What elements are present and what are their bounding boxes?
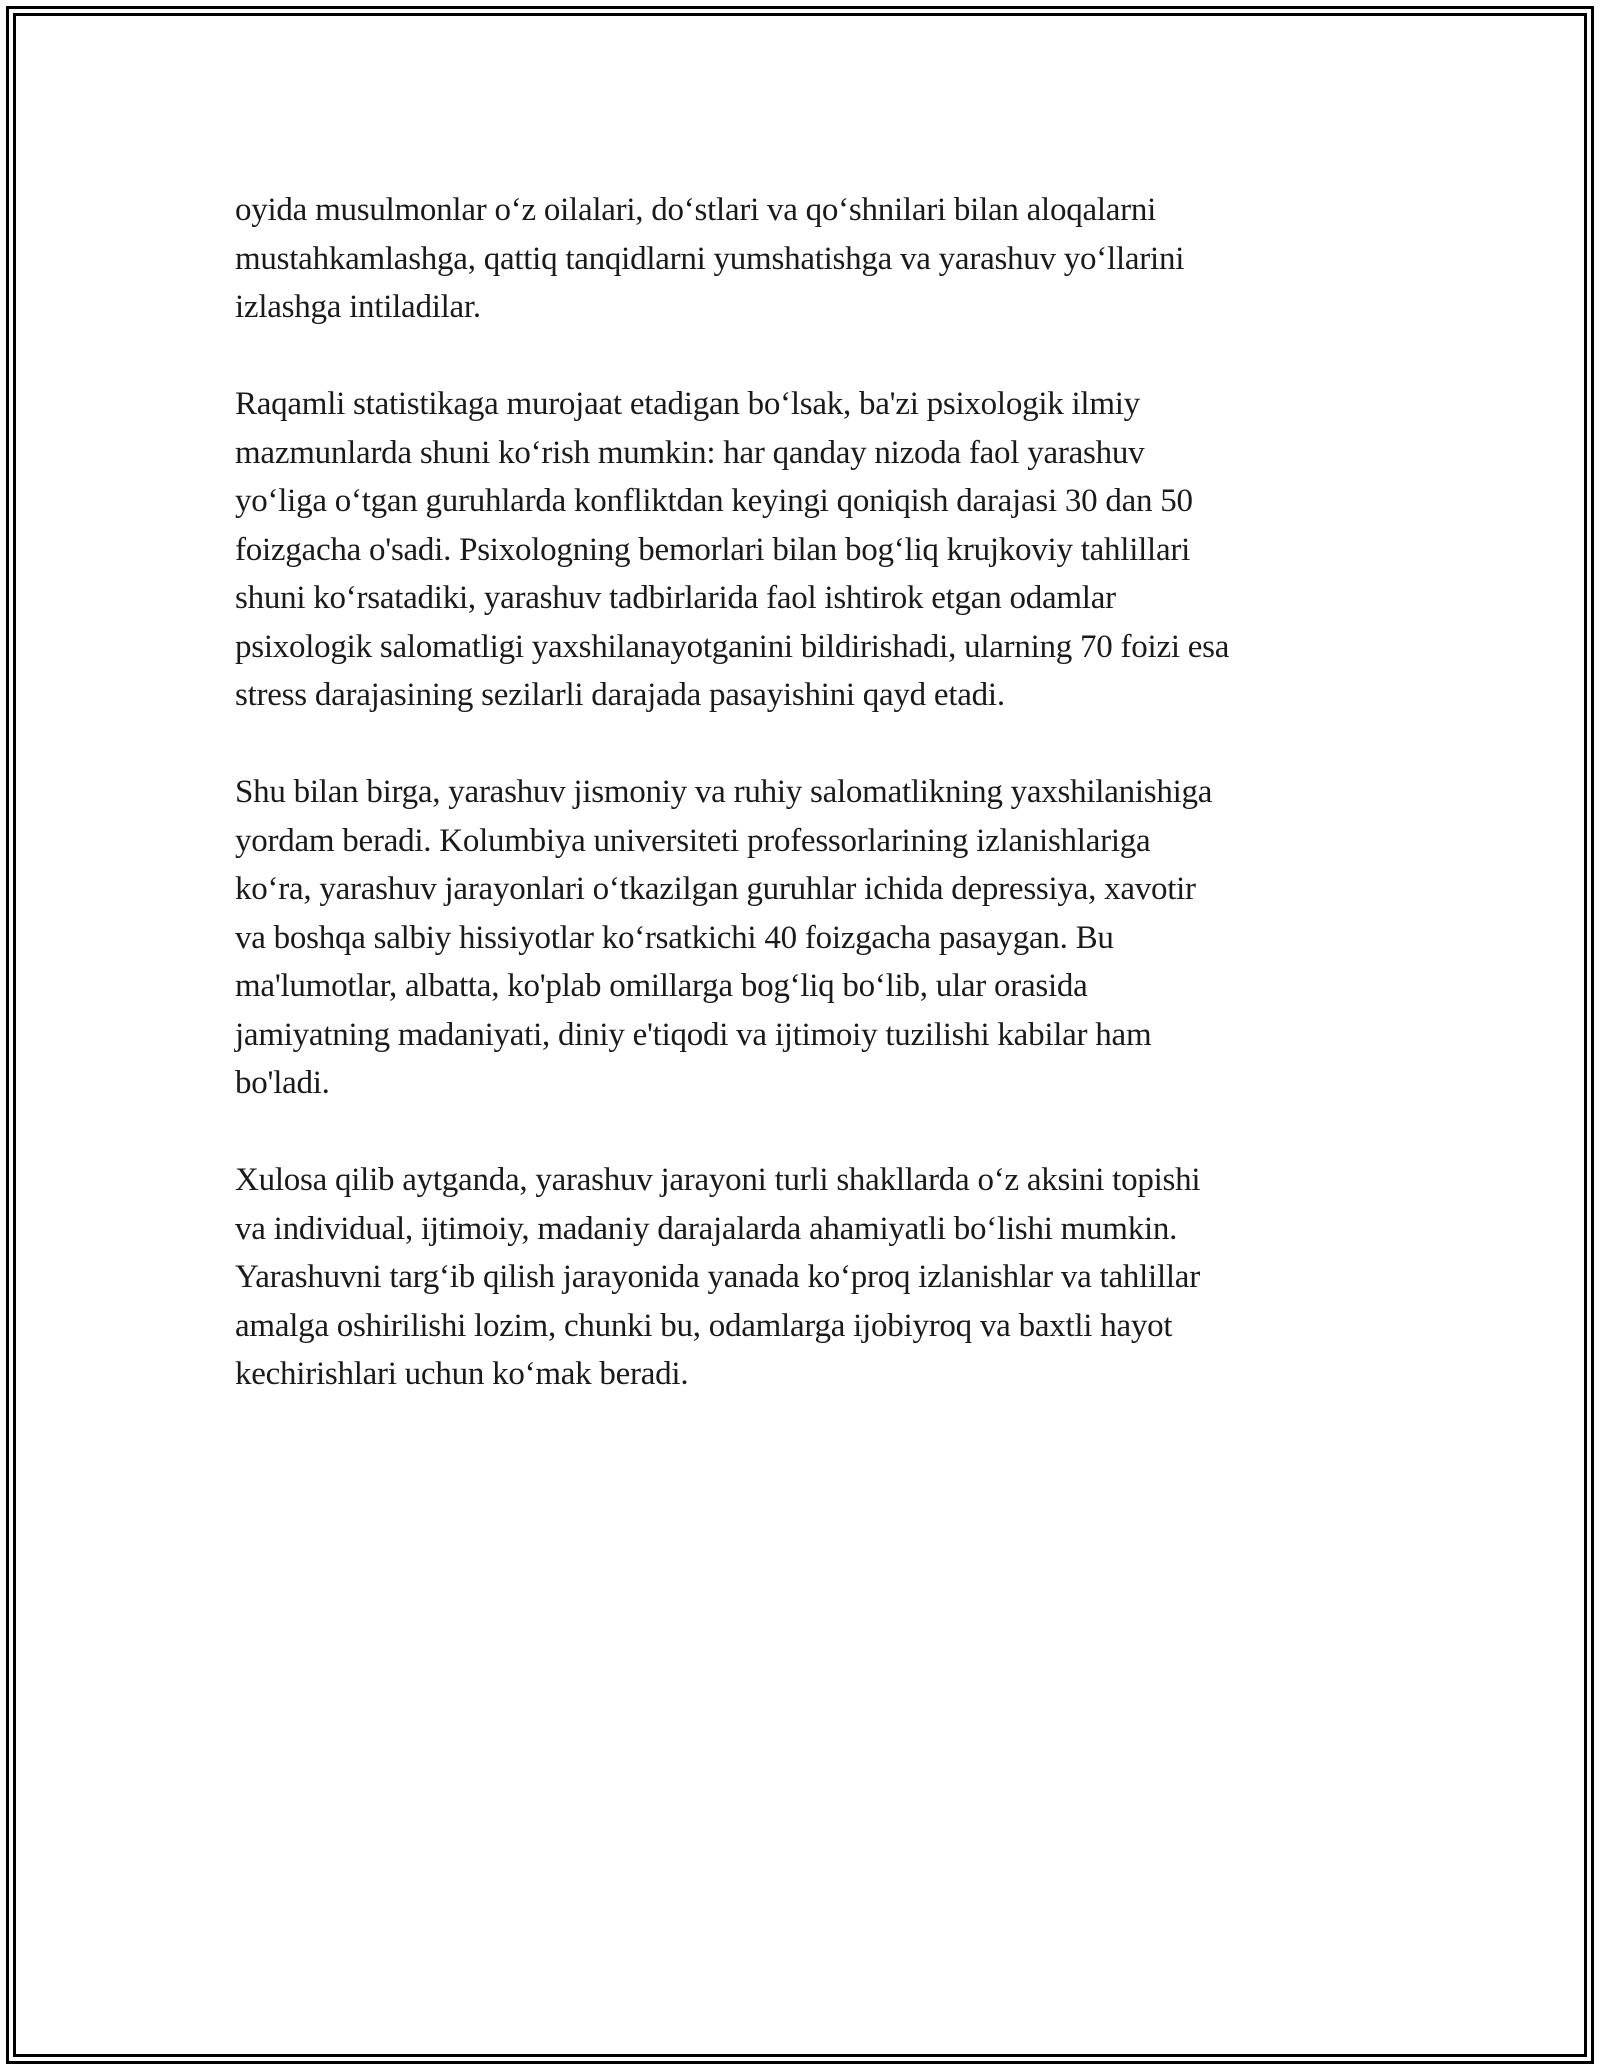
text-line: kechirishlari uchun ko‘mak beradi. [235, 1356, 689, 1392]
text-line: Shu bilan birga, yarashuv jismoniy va ruhiy salomatlikning yaxshilanishiga [235, 774, 1213, 810]
text-line: foizgacha o'sadi. Psixologning bemorlari bilan bog‘liq krujkoviy tahlillari [235, 531, 1191, 568]
text-line: mustahkamlashga, qattiq tanqidlarni yumshatishga va yarashuv yo‘llarini [235, 240, 1185, 277]
text-line: psixologik salomatligi yaxshilanayotganini bildirishadi, ularning 70 foizi esa [235, 628, 1230, 665]
text-line: yordam beradi. Kolumbiya universiteti professorlarining izlanishlariga [235, 822, 1151, 859]
text-line: Yarashuvni targ‘ib qilish jarayonida yanada ko‘proq izlanishlar va tahlillar [235, 1259, 1200, 1295]
text-line: va boshqa salbiy hissiyotlar ko‘rsatkichi 40 foizgacha pasaygan. Bu [235, 919, 1114, 956]
text-line: jamiyatning madaniyati, diniy e'tiqodi va ijtimoiy tuzilishi kabilar ham [235, 1016, 1152, 1053]
text-line: oyida musulmonlar o‘z oilalari, do‘stlari va qo‘shnilari bilan aloqalarni [235, 192, 1157, 228]
text-line: yo‘liga o‘tgan guruhlarda konfliktdan keyingi qoniqish darajasi 30 dan 50 [235, 483, 1193, 519]
text-line: ma'lumotlar, albatta, ko'plab omillarga bog‘liq bo‘lib, ular orasida [235, 968, 1088, 1004]
text-line: izlashga intiladilar. [235, 289, 481, 325]
text-line: mazmunlarda shuni ko‘rish mumkin: har qanday nizoda faol yarashuv [235, 434, 1145, 471]
paragraph-4 [235, 1156, 1375, 1399]
text-line: Xulosa qilib aytganda, yarashuv jarayoni turli shakllarda o‘z aksini topishi [235, 1162, 1201, 1198]
paragraph-2 [235, 380, 1375, 720]
text-line: shuni ko‘rsatadiki, yarashuv tadbirlarida faol ishtirok etgan odamlar [235, 580, 1116, 616]
text-line: bo'ladi. [235, 1065, 330, 1101]
document-body [235, 186, 1375, 1447]
text-line: Raqamli statistikaga murojaat etadigan bo‘lsak, ba'zi psixologik ilmiy [235, 386, 1140, 422]
text-line: va individual, ijtimoiy, madaniy darajalarda ahamiyatli bo‘lishi mumkin. [235, 1210, 1178, 1247]
text-line: ko‘ra, yarashuv jarayonlari o‘tkazilgan guruhlar ichida depressiya, xavotir [235, 871, 1196, 907]
paragraph-3 [235, 768, 1375, 1108]
paragraph-1 [235, 186, 1375, 332]
text-line: amalga oshirilishi lozim, chunki bu, odamlarga ijobiyroq va baxtli hayot [235, 1307, 1173, 1344]
text-line: stress darajasining sezilarli darajada pasayishini qayd etadi. [235, 677, 1005, 713]
